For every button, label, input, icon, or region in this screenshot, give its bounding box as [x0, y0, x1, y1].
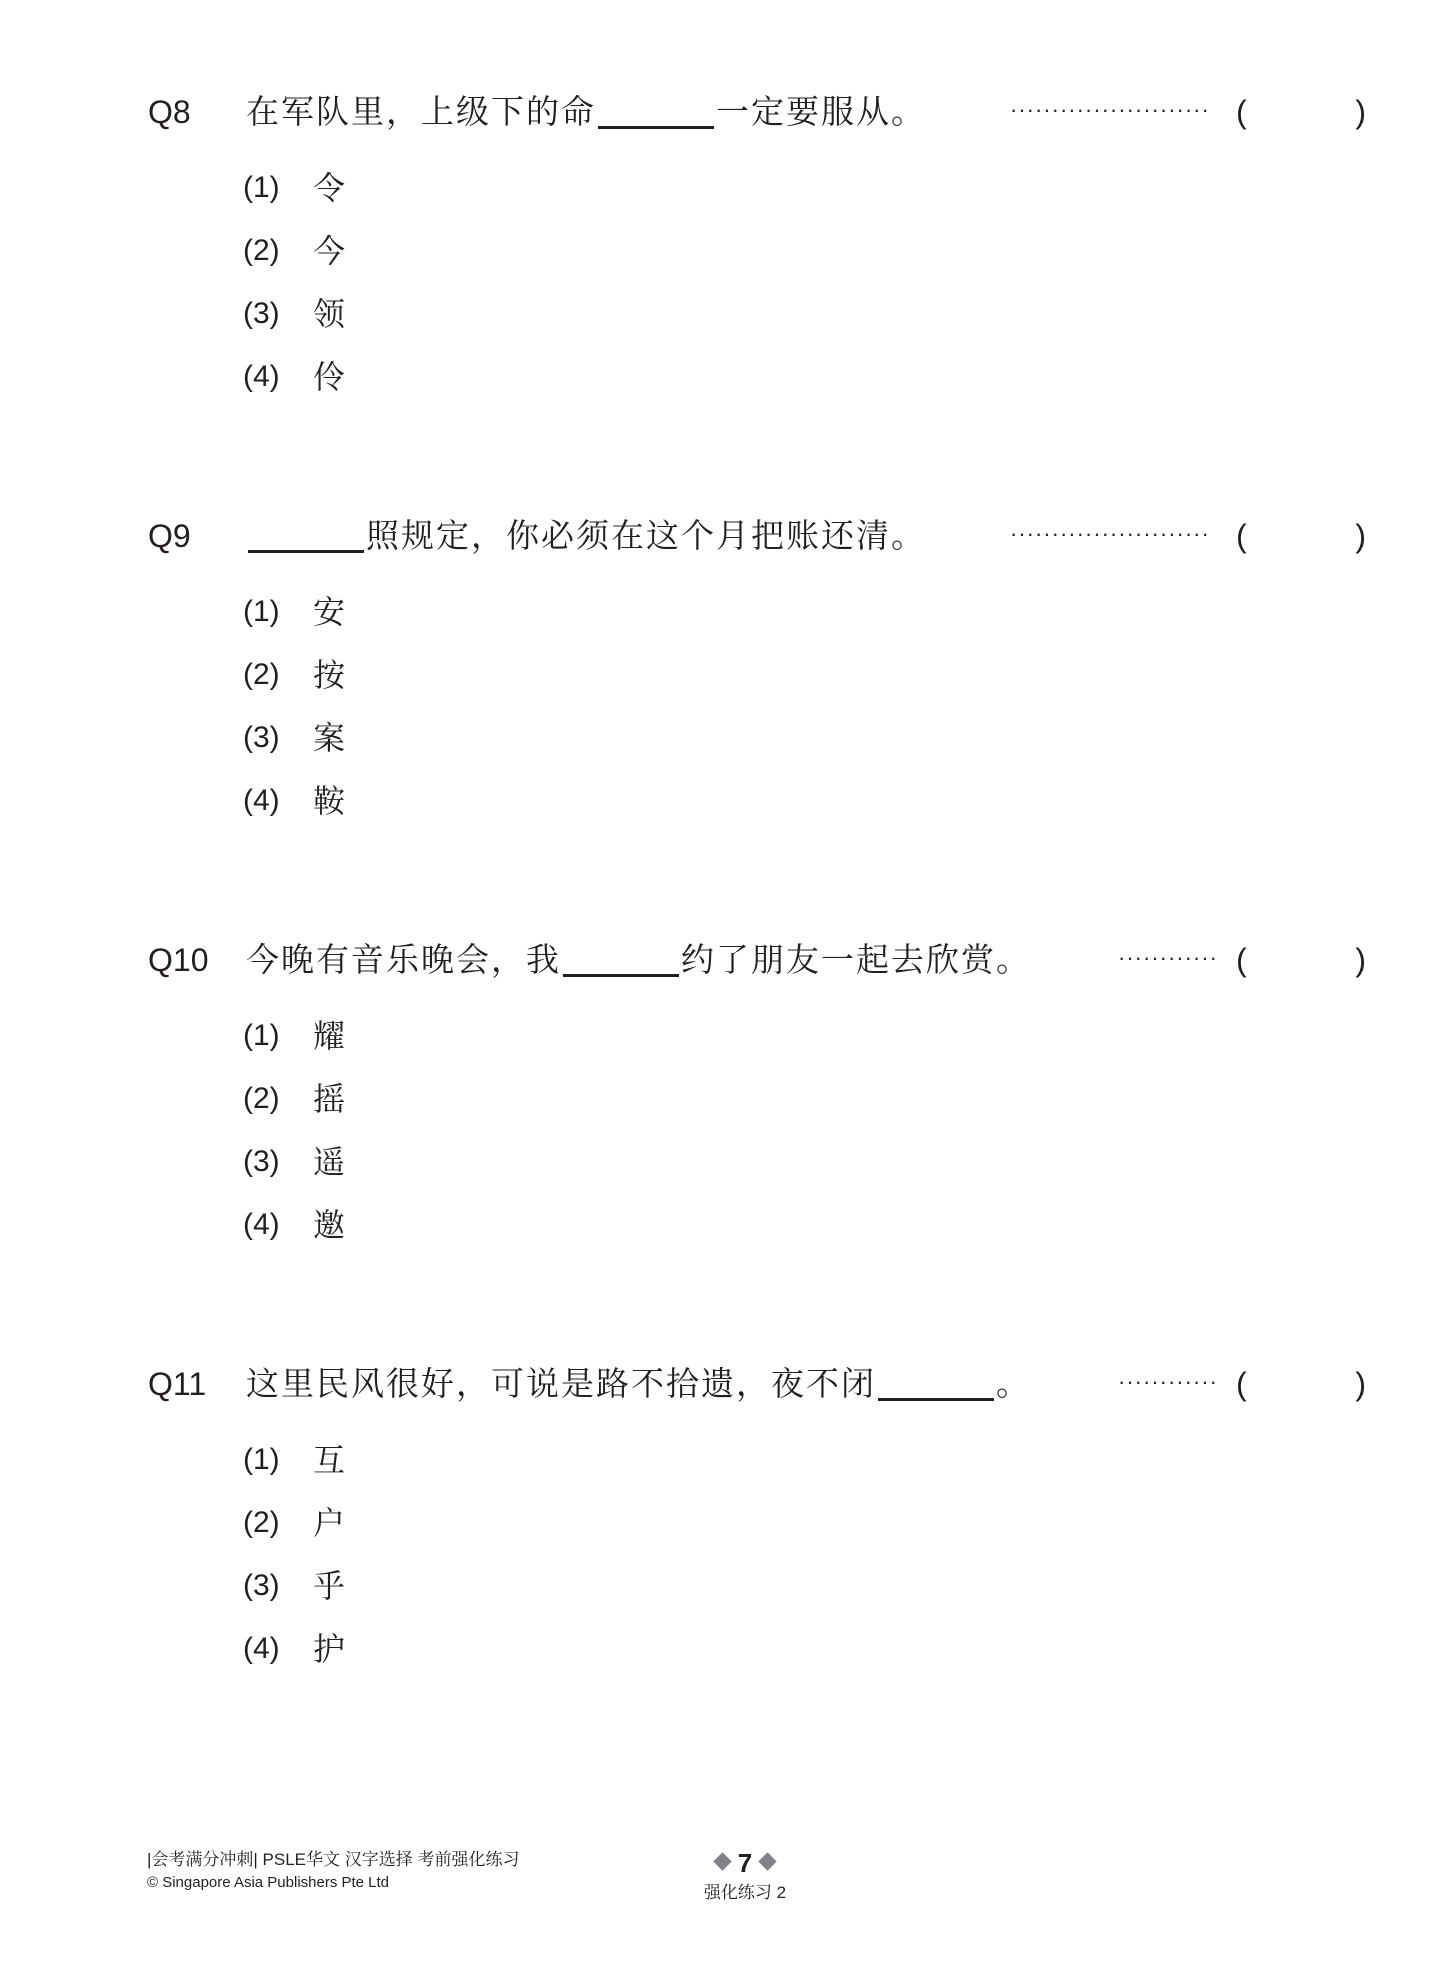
answer-bracket-close: ) [1355, 942, 1366, 978]
stem-text-before: 这里民风很好，可说是路不拾遗，夜不闭 [246, 1364, 876, 1403]
page-number: 7 [737, 1848, 753, 1878]
question-stem [246, 82, 926, 142]
option-text: 领 [313, 295, 346, 333]
option-text: 摇 [313, 1080, 346, 1118]
stem-text-before: 在军队里，上级下的命 [246, 92, 596, 131]
option-text: 案 [313, 719, 346, 757]
question-number: Q11 [148, 1366, 207, 1402]
footer-series-title: |会考满分冲刺| PSLE华文 汉字选择 考前强化练习 [147, 1850, 520, 1869]
question-number: Q8 [148, 94, 191, 130]
footer-page-marker [660, 1846, 830, 1906]
option-label: (2) [243, 1506, 280, 1539]
fill-in-blank [248, 510, 364, 553]
option-label: (1) [243, 595, 280, 628]
diamond-left-icon [713, 1852, 731, 1870]
answer-bracket-open: ( [1236, 942, 1247, 978]
option-4 [243, 1623, 643, 1675]
stem-text-before: 今晚有音乐晚会，我 [246, 940, 561, 979]
section-label: 强化练习 2 [703, 1883, 787, 1902]
stem-text-after: 。 [996, 1364, 1031, 1403]
fill-in-blank [878, 1358, 994, 1401]
question-stem [246, 506, 926, 566]
option-text: 互 [313, 1441, 346, 1479]
answer-box[interactable] [1236, 82, 1366, 142]
option-3 [243, 288, 643, 340]
answer-box[interactable] [1236, 1354, 1366, 1414]
option-3 [243, 1136, 643, 1188]
question-stem [246, 930, 1031, 990]
option-label: (1) [243, 1019, 280, 1052]
option-text: 耀 [313, 1017, 346, 1055]
option-label: (2) [243, 1082, 280, 1115]
option-text: 鞍 [313, 782, 346, 820]
option-4 [243, 1199, 643, 1251]
option-label: (3) [243, 1145, 280, 1178]
stem-text-after: 照规定，你必须在这个月把账还清。 [366, 516, 926, 555]
option-label: (4) [243, 784, 280, 817]
answer-bracket-open: ( [1236, 94, 1247, 130]
diamond-right-icon [759, 1852, 777, 1870]
answer-bracket-close: ) [1355, 518, 1366, 554]
option-label: (2) [243, 658, 280, 691]
option-2 [243, 649, 643, 701]
dotted-leader: ························ [1010, 97, 1210, 122]
option-label: (3) [243, 721, 280, 754]
option-2 [243, 1073, 643, 1125]
option-1 [243, 162, 643, 214]
stem-text-after: 约了朋友一起去欣赏。 [681, 940, 1031, 979]
page-number-row [660, 1846, 830, 1880]
option-2 [243, 1497, 643, 1549]
option-text: 乎 [313, 1567, 346, 1605]
option-3 [243, 712, 643, 764]
option-text: 令 [313, 169, 346, 207]
option-text: 户 [313, 1504, 346, 1542]
option-label: (1) [243, 1443, 280, 1476]
option-1 [243, 1010, 643, 1062]
question-number: Q9 [148, 518, 191, 554]
option-text: 安 [313, 593, 346, 631]
option-2 [243, 225, 643, 277]
option-1 [243, 1434, 643, 1486]
option-text: 按 [313, 656, 346, 694]
answer-box[interactable] [1236, 506, 1366, 566]
question-header [0, 1354, 1445, 1414]
dotted-leader: ············ [1118, 1369, 1218, 1394]
answer-bracket-close: ) [1355, 94, 1366, 130]
option-3 [243, 1560, 643, 1612]
option-label: (1) [243, 171, 280, 204]
footer-publication-info [147, 1848, 519, 1894]
answer-bracket-close: ) [1355, 1366, 1366, 1402]
fill-in-blank [563, 934, 679, 977]
option-text: 护 [313, 1630, 346, 1668]
option-label: (3) [243, 1569, 280, 1602]
option-label: (4) [243, 1208, 280, 1241]
answer-bracket-open: ( [1236, 518, 1247, 554]
option-text: 伶 [313, 358, 346, 396]
question-header [0, 930, 1445, 990]
option-label: (4) [243, 1632, 280, 1665]
question-stem [246, 1354, 1031, 1414]
option-4 [243, 775, 643, 827]
option-label: (4) [243, 360, 280, 393]
question-header [0, 506, 1445, 566]
option-label: (3) [243, 297, 280, 330]
fill-in-blank [598, 86, 714, 129]
stem-text-after: 一定要服从。 [716, 92, 926, 131]
answer-box[interactable] [1236, 930, 1366, 990]
footer-copyright: © Singapore Asia Publishers Pte Ltd [147, 1874, 390, 1891]
answer-bracket-open: ( [1236, 1366, 1247, 1402]
option-1 [243, 586, 643, 638]
option-text: 邀 [313, 1206, 346, 1244]
question-header [0, 82, 1445, 142]
dotted-leader: ············ [1118, 945, 1218, 970]
option-4 [243, 351, 643, 403]
option-label: (2) [243, 234, 280, 267]
dotted-leader: ························ [1010, 521, 1210, 546]
question-number: Q10 [148, 942, 209, 978]
option-text: 今 [313, 232, 346, 270]
option-text: 遥 [313, 1143, 346, 1181]
